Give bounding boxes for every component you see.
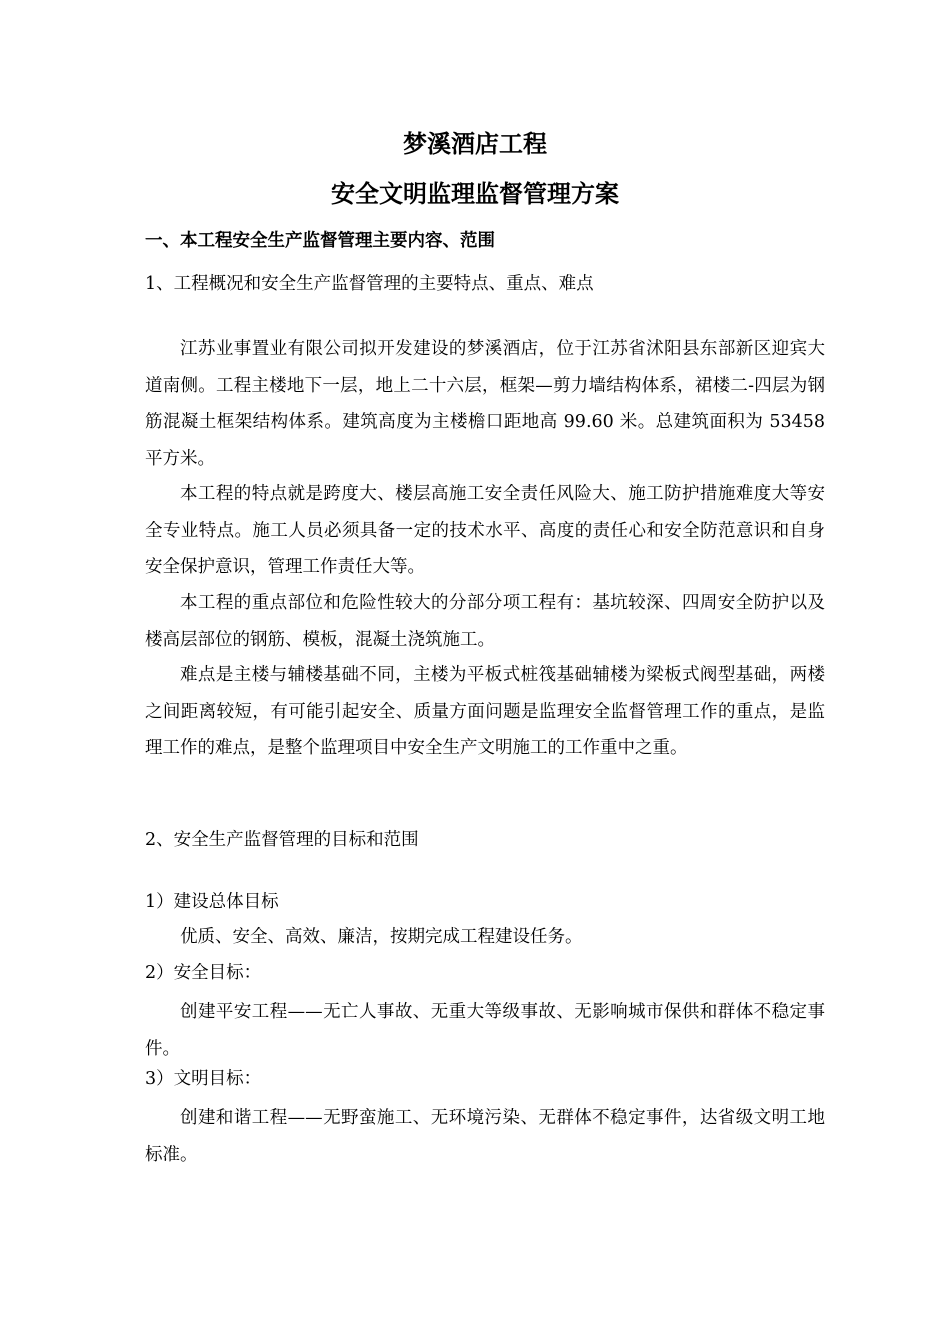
paragraph-features: 本工程的特点就是跨度大、楼层高施工安全责任风险大、施工防护措施难度大等安全专业特点。施工人员必须具备一定的技术水平、高度的责任心和安全防范意识和自身安全保护意识，管理工作责任大等。 <box>145 484 825 577</box>
document-title: 梦溪酒店工程 <box>403 129 547 158</box>
goal-label: 1）建设总体目标 <box>145 892 279 912</box>
goal-text: 创建平安工程——无亡人事故、无重大等级事故、无影响城市保供和群体不稳定事件。 <box>145 1002 825 1059</box>
subsection-heading: 2、安全生产监督管理的目标和范围 <box>145 830 419 850</box>
section-heading: 一、本工程安全生产监督管理主要内容、范围 <box>145 231 495 251</box>
paragraph-project-overview: 江苏业事置业有限公司拟开发建设的梦溪酒店，位于江苏省沭阳县东部新区迎宾大道南侧。工程主楼地下一层，地上二十六层，框架—剪力墙结构体系，裙楼二-四层为钢筋混凝土框架结构体系。建筑高度为主楼檐口距地高 99.60 米。总建筑面积为 53458 平方米。 <box>145 339 825 469</box>
paragraph-key-points: 本工程的重点部位和危险性较大的分部分项工程有：基坑较深、四周安全防护以及楼高层部位的钢筋、模板，混凝土浇筑施工。 <box>145 593 825 650</box>
goal-label: 2）安全目标： <box>145 963 262 983</box>
paragraph-difficulties: 难点是主楼与辅楼基础不同，主楼为平板式桩筏基础辅楼为梁板式阀型基础，两楼之间距离较短，有可能引起安全、质量方面问题是监理安全监督管理工作的重点，是监理工作的难点，是整个监理项目中安全生产文明施工的工作重中之重。 <box>145 665 825 758</box>
goal-label: 3）文明目标： <box>145 1069 262 1089</box>
document-subtitle: 安全文明监理监督管理方案 <box>331 179 619 208</box>
goal-text: 创建和谐工程——无野蛮施工、无环境污染、无群体不稳定事件，达省级文明工地标准。 <box>145 1108 825 1165</box>
subsection-heading: 1、工程概况和安全生产监督管理的主要特点、重点、难点 <box>145 274 594 294</box>
goal-text: 优质、安全、高效、廉洁，按期完成工程建设任务。 <box>180 927 583 947</box>
